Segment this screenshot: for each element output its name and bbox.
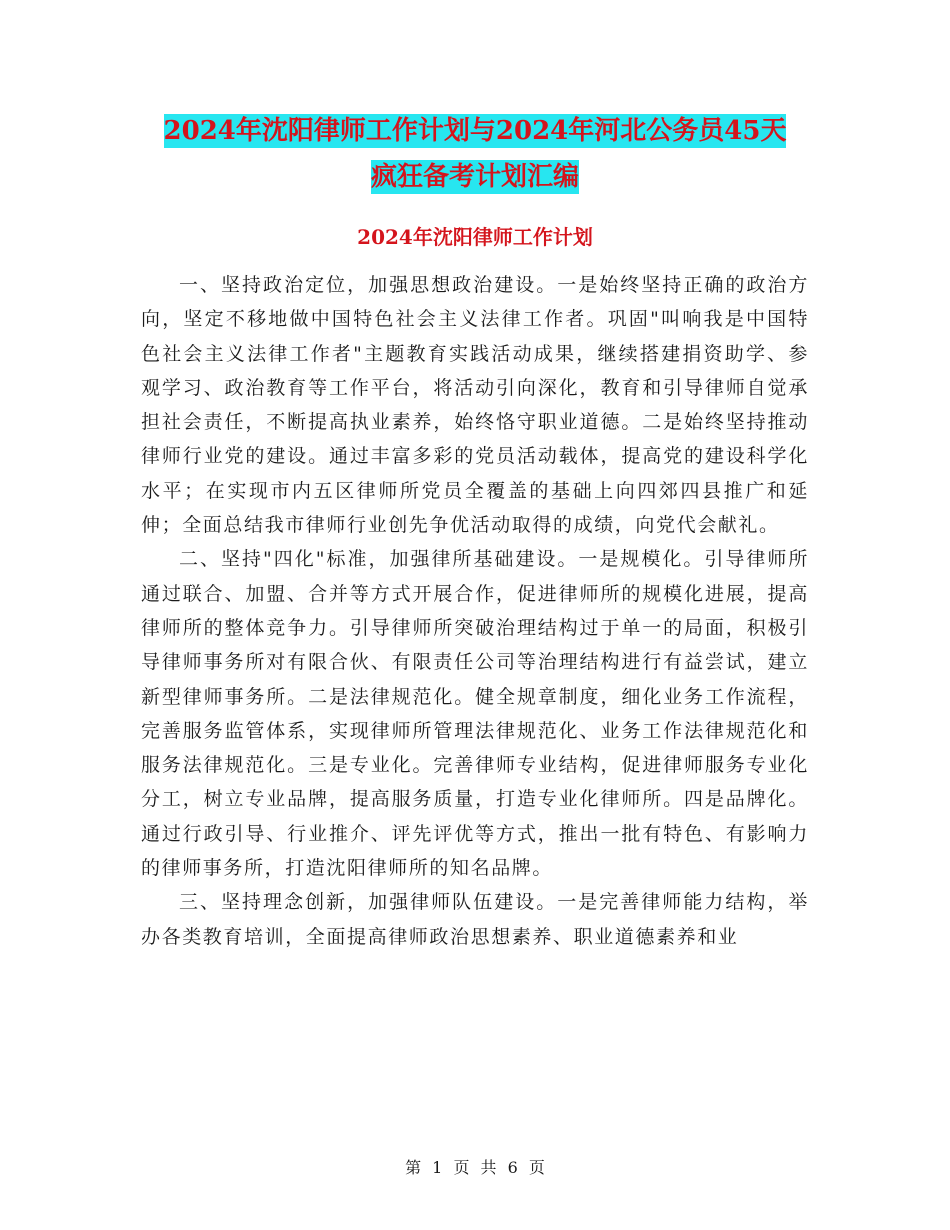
document-title-line-2: 疯狂备考计划汇编: [370, 162, 579, 192]
document-title: [120, 108, 830, 200]
page-number-footer: 第 1 页 共 6 页: [405, 1158, 545, 1177]
section-title: 2024年沈阳律师工作计划: [357, 225, 593, 249]
paragraph-2: 二、坚持"四化"标准，加强律所基础建设。一是规模化。引导律师所通过联合、加盟、合并等方式开展合作，促进律师所的规模化进展，提高律师所的整体竞争力。引导律师所突破治理结构过于单一的局面，积极引导律师事务所对有限合伙、有限责任公司等治理结构进行有益尝试，建立新型律师事务所。二是法律规范化。健全规章制度，细化业务工作流程，完善服务监管体系，实现律师所管理法律规范化、业务工作法律规范化和服务法律规范化。三是专业化。完善律师专业结构，促进律师服务专业化分工，树立专业品牌，提高服务质量，打造专业化律师所。四是品牌化。通过行政引导、行业推介、评先评优等方式，推出一批有特色、有影响力的律师事务所，打造沈阳律师所的知名品牌。: [141, 548, 809, 880]
document-title-line-1: 2024年沈阳律师工作计划与2024年河北公务员45天: [163, 116, 787, 146]
document-body: [141, 268, 809, 954]
paragraph-1: 一、坚持政治定位，加强思想政治建设。一是始终坚持正确的政治方向，坚定不移地做中国特色社会主义法律工作者。巩固"叫响我是中国特色社会主义法律工作者"主题教育实践活动成果，继续搭建捐资助学、参观学习、政治教育等工作平台，将活动引向深化，教育和引导律师自觉承担社会责任，不断提高执业素养，始终恪守职业道德。二是始终坚持推动律师行业党的建设。通过丰富多彩的党员活动载体，提高党的建设科学化水平；在实现市内五区律师所党员全覆盖的基础上向四郊四县推广和延伸；全面总结我市律师行业创先争优活动取得的成绩，向党代会献礼。: [141, 274, 809, 537]
paragraph-3: 三、坚持理念创新，加强律师队伍建设。一是完善律师能力结构，举办各类教育培训，全面提高律师政治思想素养、职业道德素养和业: [141, 891, 809, 948]
